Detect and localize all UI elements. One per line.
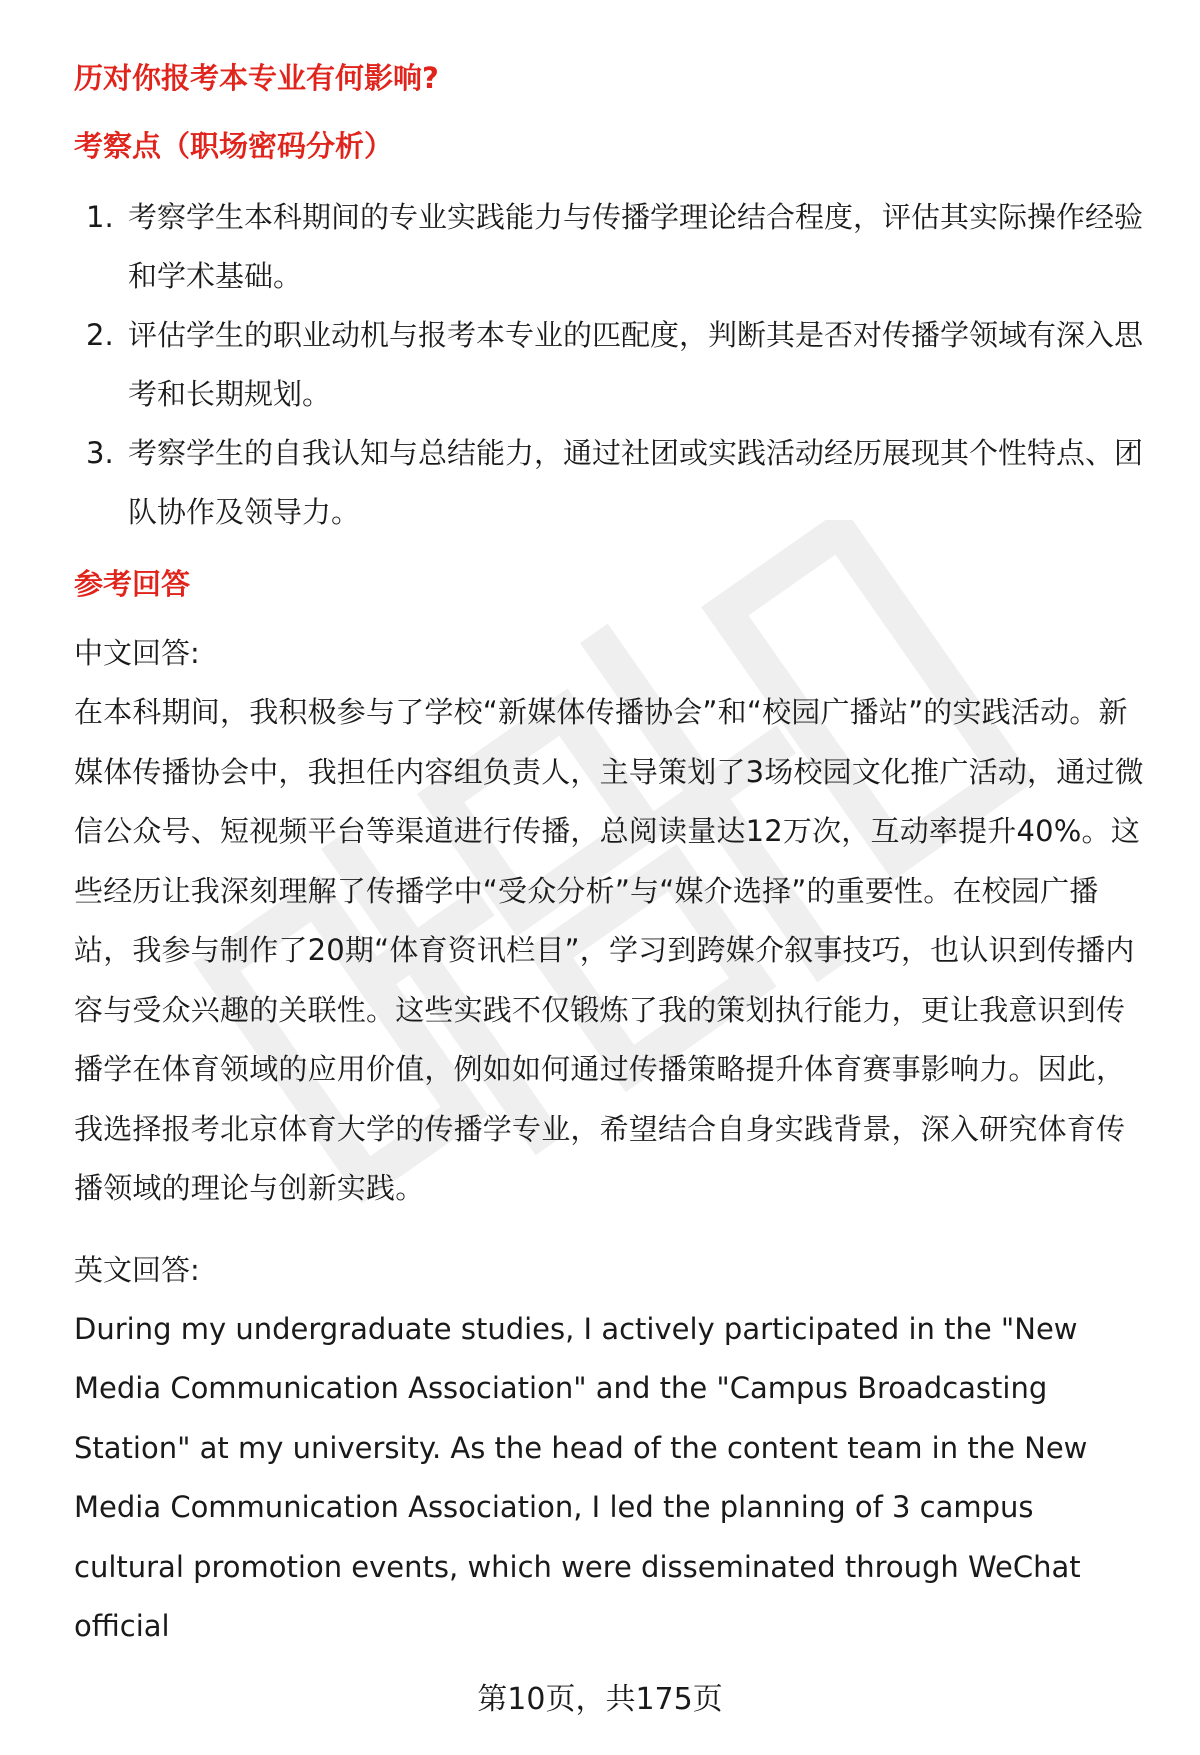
chinese-answer-text: 在本科期间，我积极参与了学校“新媒体传播协会”和“校园广播站”的实践活动。新媒体传播协会中，我担任内容组负责人，主导策划了3场校园文化推广活动，通过微信公众号、短视频平台等渠道进行传播，总阅读量达12万次，互动率提升40%。这些经历让我深刻理解了传播学中“受众分析”与“媒介选择”的重要性。在校园广播站，我参与制作了20期“体育资讯栏目”，学习到跨媒介叙事技巧，也认识到传播内容与受众兴趣的关联性。这些实践不仅锻炼了我的策划执行能力，更让我意识到传播学在体育领域的应用价值，例如如何通过传播策略提升体育赛事影响力。因此，我选择报考北京体育大学的传播学专业，希望结合自身实践背景，深入研究体育传播领域的理论与创新实践。 xyxy=(74,695,1144,1205)
list-item-number: 1. xyxy=(86,200,114,234)
english-answer-text: During my undergraduate studies, I actively participated in the "New Media Communication Association" and the "Campus Broadcasting Station" at my university. As the head of the content team in the New Media Communication Association, I led the planning of 3 campus cultural promotion events, which were disseminated through WeChat official xyxy=(74,1311,1088,1643)
points-heading: 考察点（职场密码分析） xyxy=(74,129,394,163)
list-item-text: 考察学生的自我认知与总结能力，通过社团或实践活动经历展现其个性特点、团队协作及领导力。 xyxy=(128,436,1144,529)
list-item xyxy=(74,306,1152,424)
question-heading: 历对你报考本专业有何影响? xyxy=(74,61,439,95)
chinese-answer-label: 中文回答: xyxy=(74,636,200,670)
page-number-footer: 第10页，共175页 xyxy=(477,1682,723,1717)
points-list xyxy=(74,188,1152,542)
list-item xyxy=(74,424,1152,542)
list-item-text: 考察学生本科期间的专业实践能力与传播学理论结合程度，评估其实际操作经验和学术基础。 xyxy=(128,200,1144,293)
list-item-number: 3. xyxy=(86,436,114,470)
list-item xyxy=(74,188,1152,306)
list-item-number: 2. xyxy=(86,318,114,352)
answer-heading: 参考回答 xyxy=(74,567,191,601)
list-item-text: 评估学生的职业动机与报考本专业的匹配度，判断其是否对传播学领域有深入思考和长期规划。 xyxy=(128,318,1144,411)
english-answer-label: 英文回答: xyxy=(74,1252,200,1287)
document-page xyxy=(74,58,1152,1657)
